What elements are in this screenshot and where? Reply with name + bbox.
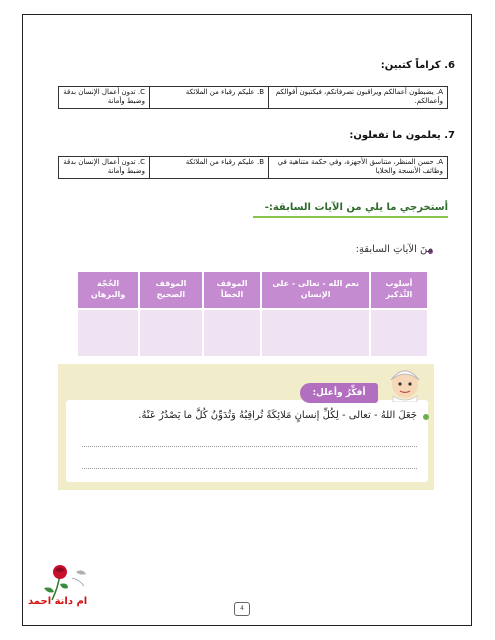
column-header: أسلوب التَّذكير [371, 272, 427, 308]
question-7-title [349, 130, 455, 141]
think-sentence: جَعَلَ اللهُ - تعالى - لِكُلِّ إنسانٍ مَلائِكَةً تُراقِبُهُ وَتُدَوِّنُ كُلَّ ما يَصْدُرُ عَنْهُ. [138, 410, 417, 421]
option-b[interactable]: B. عليكم رقباء من الملائكة [150, 157, 269, 179]
question-7-options [58, 156, 448, 179]
ayat-table [76, 270, 429, 358]
option-c[interactable]: C. تدون أعمال الإنسان بدقة وضبط وأمانة [59, 87, 150, 109]
page-number: 4 [234, 602, 250, 616]
think-badge: أفكِّرُ وأعلل: [300, 383, 378, 403]
question-6-options [58, 86, 448, 109]
option-b[interactable]: B. عليكم رقباء من الملائكة [150, 87, 269, 109]
ayat-label: مِنَ الآياتِ السابقةِ: [355, 244, 433, 255]
option-a[interactable]: A. حسن المنظر، متناسق الأجهزة، وفي حكمة متناهية في وظائف الأنسجة والخلايا [269, 157, 448, 179]
column-header: نعم الله - تعالى - على الإنسان [262, 272, 368, 308]
answer-cell[interactable] [262, 310, 368, 356]
question-6-number: 6. [444, 60, 455, 71]
logo-text: ام دانة احمد [28, 596, 88, 607]
student-avatar-icon [384, 360, 426, 402]
option-a[interactable]: A. يضبطون أعمالكم ويراقبون تصرفاتكم، فيكتبون أقوالكم وأعمالكم. [269, 87, 448, 109]
answer-cell[interactable] [78, 310, 138, 356]
bullet-icon [423, 414, 429, 420]
question-7-number: 7. [444, 130, 455, 141]
column-header: الموقف الصحيح [140, 272, 202, 308]
answer-cell[interactable] [140, 310, 202, 356]
question-6-title [381, 60, 455, 71]
section-underline [253, 216, 448, 218]
column-header: الموقف الخطأ [204, 272, 261, 308]
question-7-text: يعلمون ما تفعلون: [349, 130, 441, 141]
answer-cell[interactable] [371, 310, 427, 356]
question-6-text: كراماً كتبين: [380, 60, 441, 71]
answer-line[interactable] [82, 446, 417, 447]
answer-cell[interactable] [204, 310, 261, 356]
option-c[interactable]: C. تدون أعمال الإنسان بدقة وضبط وأمانة [59, 157, 150, 179]
answer-line[interactable] [82, 468, 417, 469]
section-title: أستخرجي ما يلي من الآيات السابقة:- [264, 202, 448, 213]
column-header: الحُجّة والبرهان [78, 272, 138, 308]
